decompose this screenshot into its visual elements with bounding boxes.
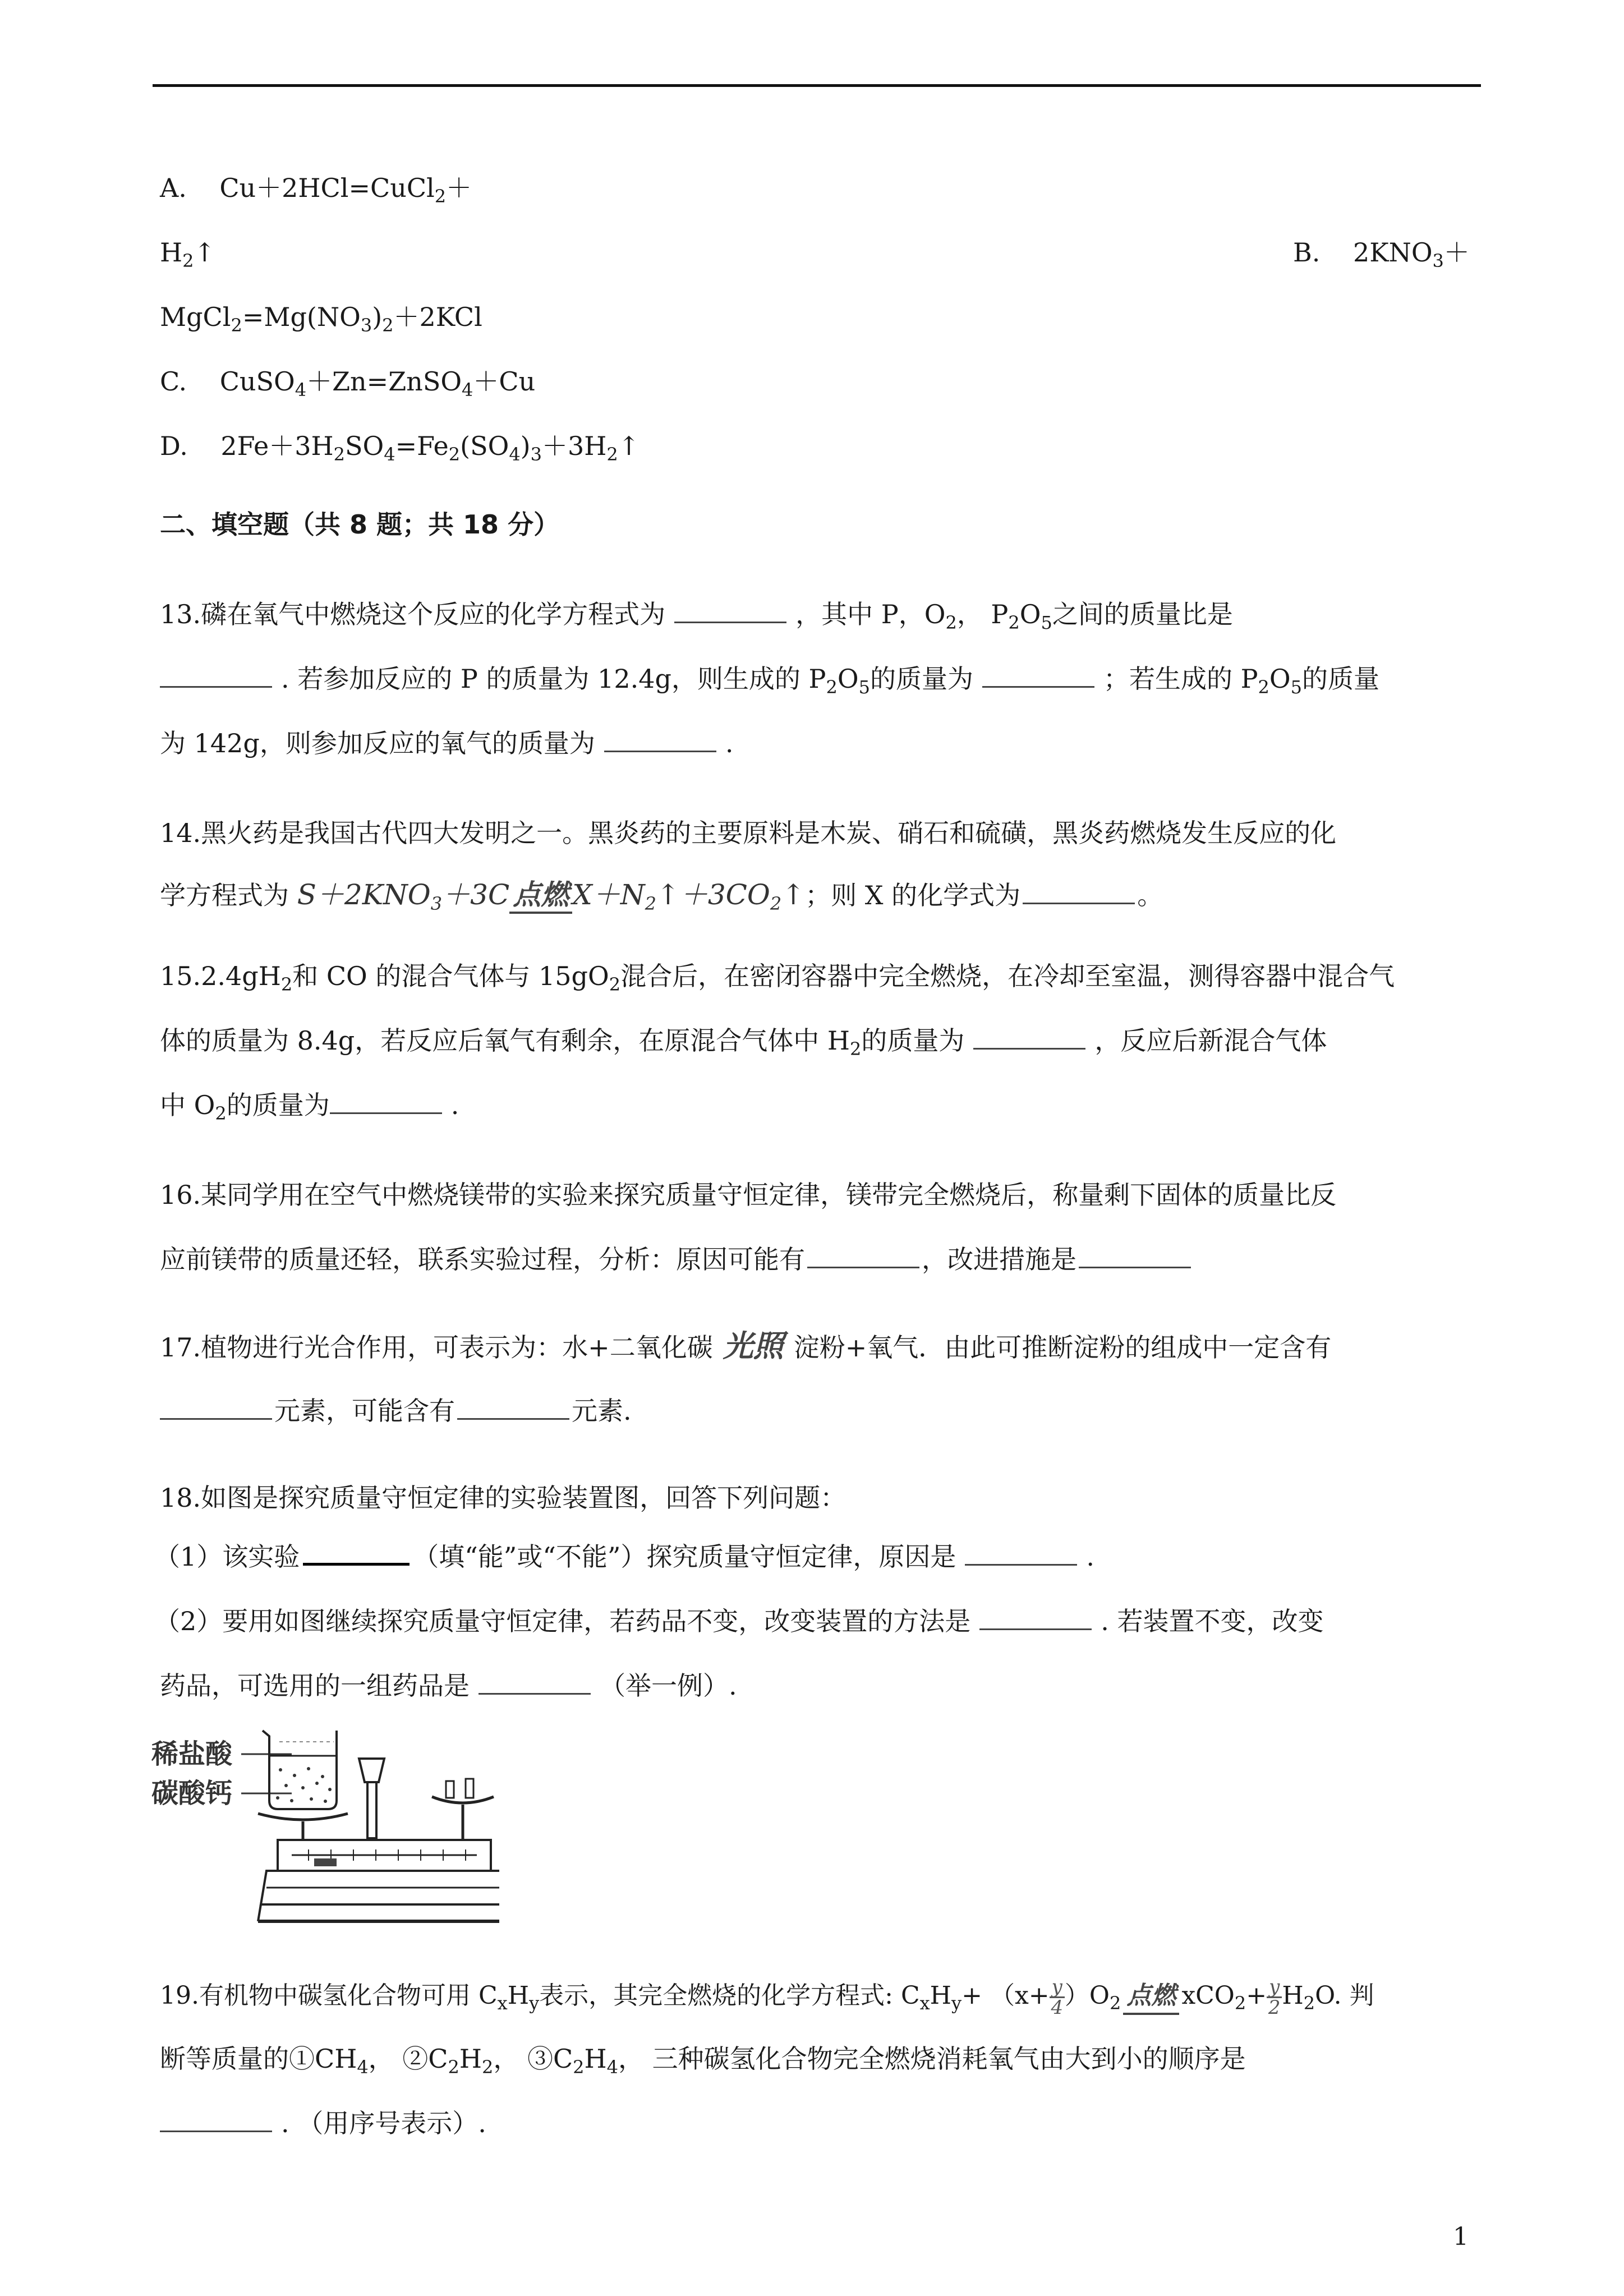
q14-line2: 学方程式为 $S+2KNO_3+3C$ 点燃 $X+N_2↑+3CO_2↑$；则 X 的化学式为 。 xyxy=(160,878,1163,914)
answer-blank[interactable] xyxy=(965,1542,1077,1566)
q14-line1: 14.黑火药是我国古代四大发明之一。黑炎药的主要原料是木炭、硝石和硫磺，黑炎药燃烧发生反应的化 xyxy=(160,818,1337,848)
answer-blank[interactable] xyxy=(303,1540,410,1566)
option-c: C. CuSO$_4$＋Zn=ZnSO$_4$＋Cu xyxy=(160,366,536,401)
answer-blank[interactable] xyxy=(160,1396,272,1420)
q13-line2: . 若参加反应的 P 的质量为 12.4g，则生成的 $P_2O_5$的质量为 ；若生成的 $P_2O_5$的质量 xyxy=(160,662,1379,696)
answer-blank[interactable] xyxy=(807,1244,919,1268)
fraction-y-over-4: $\frac{y}{4}$ xyxy=(1050,1977,1065,2017)
q16-line1: 16.某同学用在空气中燃烧镁带的实验来探究质量守恒定律，镁带完全燃烧后，称量剩下固体的质量比反 xyxy=(160,1180,1337,1210)
q18-line1: 18.如图是探究质量守恒定律的实验装置图，回答下列问题： xyxy=(160,1483,846,1513)
answer-blank[interactable] xyxy=(160,2108,272,2132)
fraction-y-over-2: $\frac{y}{2}$ xyxy=(1267,1977,1282,2017)
answer-blank[interactable] xyxy=(979,1606,1092,1630)
page-number: 1 xyxy=(1453,2223,1469,2251)
reaction-condition-ignite: 点燃 xyxy=(1123,1979,1179,2015)
q18-line3: （2）要用如图继续探究质量守恒定律，若药品不变，改变装置的方法是 . 若装置不变，改变 xyxy=(154,1606,1324,1636)
option-d: D. $2Fe+3H_2SO_4=Fe_2(SO_4)_3+3H_2↑$ xyxy=(160,431,640,465)
answer-blank[interactable] xyxy=(973,1025,1085,1050)
option-b-cont: $MgCl_2=Mg(NO_3)_2+2KCl$ xyxy=(160,302,482,336)
balance-apparatus-figure xyxy=(151,1725,499,1927)
q16-line2: 应前镁带的质量还轻，联系实验过程，分析：原因可能有 ，改进措施是 xyxy=(160,1243,1193,1276)
q15-line2: 体的质量为 8.4g，若反应后氧气有剩余，在原混合气体中 $H_2$的质量为 ，反应后新混合气体 xyxy=(160,1025,1327,1060)
q15-line1: $15.2.4gH_2$和 CO 的混合气体与 $15gO_2$混合后，在密闭容器中完全燃烧，在冷却至室温，测得容器中混合气 xyxy=(160,961,1395,995)
reaction-condition-ignite: 点燃 xyxy=(509,878,572,914)
q17-line1: 17.植物进行光合作用，可表示为：水+二氧化碳 光照 淀粉+氧气．由此可推断淀粉的组成中一定含有 xyxy=(160,1328,1332,1364)
label-dilute-hcl: 稀盐酸 xyxy=(151,1738,233,1770)
q15-line3: 中 $O_2$的质量为 . xyxy=(160,1090,459,1124)
label-calcium-carbonate: 碳酸钙 xyxy=(151,1778,233,1809)
option-b: B. $2KNO_3+$ xyxy=(1293,237,1470,272)
q19-line2: 断等质量的$①CH_4$， $②C_2H_2$， $③C_2H_4$， 三种碳氢化合物完全燃烧消耗氧气由大到小的顺序是 xyxy=(160,2044,1246,2078)
answer-blank[interactable] xyxy=(1079,1244,1191,1268)
answer-blank[interactable] xyxy=(1023,880,1135,904)
q18-line2: （1）该实验 （填“能”或“不能”）探究质量守恒定律，原因是 . xyxy=(154,1542,1094,1572)
q17-line2: 元素，可能含有 元素. xyxy=(160,1394,632,1428)
answer-blank[interactable] xyxy=(479,1671,591,1695)
q14-equation: $S+2KNO_3+3C$ 点燃 $X+N_2↑+3CO_2↑$ xyxy=(297,878,806,914)
answer-blank[interactable] xyxy=(457,1396,569,1420)
answer-blank[interactable] xyxy=(330,1090,442,1114)
q18-line4: 药品，可选用的一组药品是 （举一例）. xyxy=(160,1671,737,1701)
balance-icon xyxy=(258,1759,499,1921)
reaction-condition-light: 光照 xyxy=(723,1328,784,1364)
header-rule xyxy=(153,84,1481,87)
answer-blank[interactable] xyxy=(674,599,786,623)
option-a: A. Cu＋2HCl=CuCl$_2$＋ xyxy=(160,173,472,207)
q19-line3: . （用序号表示）. xyxy=(160,2106,486,2140)
section-title: 二、填空题（共 8 题；共 18 分） xyxy=(160,509,560,540)
q13-line1: 13.磷在氧气中燃烧这个反应的化学方程式为 ，其中 P，$O_2$， $P_2O_5$之间的质量比是 xyxy=(160,599,1233,633)
answer-blank[interactable] xyxy=(982,664,1094,688)
q13-line3: 为 142g，则参加反应的氧气的质量为 . xyxy=(160,728,734,758)
beaker-icon xyxy=(263,1731,337,1809)
q19-line1: 19.有机物中碳氢化合物可用 $C_xH_y$表示，其完全燃烧的化学方程式: $C_xH_y+ (x+$ $\frac{y}{4}$ ）$O_2$ 点燃 xCO$_2$+ $\frac{y}{2}$ $H_2O$. 判 xyxy=(160,1976,1374,2019)
answer-blank[interactable] xyxy=(604,728,716,752)
answer-blank[interactable] xyxy=(160,664,272,688)
option-a-cont: $H_2↑$ xyxy=(160,237,216,272)
